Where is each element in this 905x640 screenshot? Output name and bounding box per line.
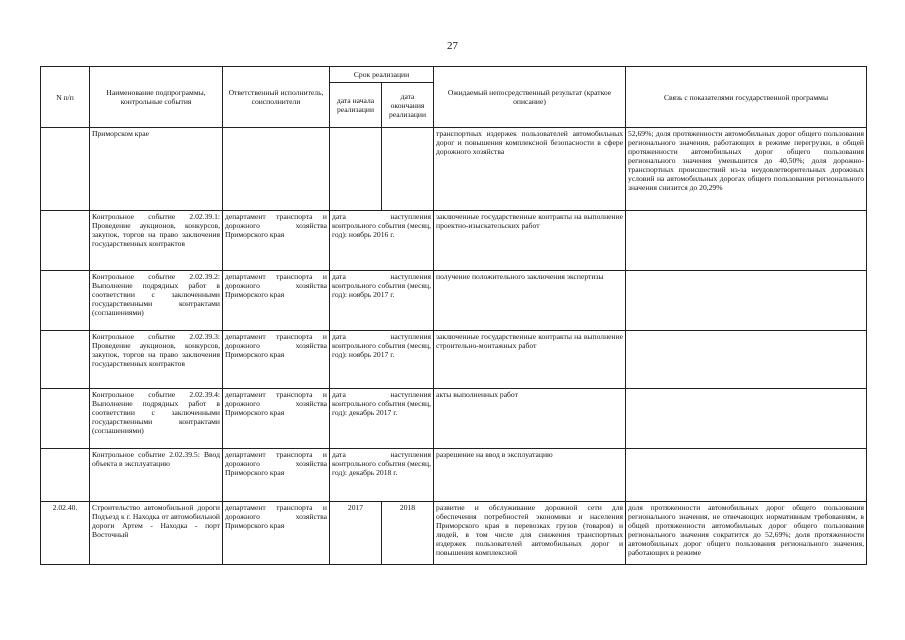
header-link: Связь с показателями государственной программы: [626, 67, 867, 128]
row-result: заключенные государственные контракты на выполнение проектно-изыскательских работ: [434, 211, 626, 271]
row-link: [626, 389, 867, 449]
header-num: N п/п: [41, 67, 90, 128]
table-row: [41, 128, 867, 211]
header-responsible: Ответственный исполнитель, соисполнители: [223, 67, 330, 128]
table-row: [41, 502, 867, 565]
table-row: [41, 389, 867, 449]
row-num: [41, 211, 90, 271]
row-start: дата наступления контрольного события (месяц, год): ноябрь 2017 г.: [330, 331, 434, 389]
row-responsible: [223, 128, 330, 211]
row-num: 2.02.40.: [41, 502, 90, 565]
row-responsible: департамент транспорта и дорожного хозяйства Приморского края: [223, 211, 330, 271]
row-result: акты выполненных работ: [434, 389, 626, 449]
row-link: 52,69%; доля протяженности автомобильных дорог общего пользования регионального значения, работающих в режиме перегрузки, в общей протяженности автомобильных дорог общего пользования регионального значения уменьшится до 40,50%; доля дорожно-транспортных происшествий из-за неудовлетворительных дорожных условий на автомобильных дорогах общего пользования регионального значения снизится до 20,29%: [626, 128, 867, 211]
row-responsible: департамент транспорта и дорожного хозяйства Приморского края: [223, 449, 330, 502]
row-end: [382, 128, 434, 211]
row-result: развитие и обслуживание дорожной сети для обеспечения потребностей экономики и населения Приморского края в перевозках грузов (товаров) и людей, в том числе для снижения транспортных издержек пользователей автомобильных дорог и повышения комплексной: [434, 502, 626, 565]
row-responsible: департамент транспорта и дорожного хозяйства Приморского края: [223, 271, 330, 331]
table-row: [41, 211, 867, 271]
header-end: дата окончания реализации: [382, 83, 434, 128]
row-result: получение положительного заключения экспертизы: [434, 271, 626, 331]
row-num: [41, 271, 90, 331]
row-start: дата наступления контрольного события (месяц, год): декабрь 2017 г.: [330, 389, 434, 449]
row-num: [41, 389, 90, 449]
row-link: [626, 331, 867, 389]
row-start: дата наступления контрольного события (месяц, год): ноябрь 2016 г.: [330, 211, 434, 271]
row-end: 2018: [382, 502, 434, 565]
row-name: Контрольное событие 2.02.39.3: Проведение аукционов, конкурсов, закупок, торгов на право заключения государственных контрактов: [90, 331, 223, 389]
row-start: [330, 128, 382, 211]
table-row: [41, 271, 867, 331]
program-table: [40, 66, 867, 565]
row-responsible: департамент транспорта и дорожного хозяйства Приморского края: [223, 502, 330, 565]
row-name: Контрольное событие 2.02.39.2: Выполнение подрядных работ в соответствии с заключенными государственными контрактами (соглашениями): [90, 271, 223, 331]
header-start: дата начала реализации: [330, 83, 382, 128]
row-link: [626, 211, 867, 271]
row-start: 2017: [330, 502, 382, 565]
row-start: дата наступления контрольного события (месяц, год): декабрь 2018 г.: [330, 449, 434, 502]
header-row-1: [41, 67, 867, 83]
row-name: Контрольное событие 2.02.39.5: Ввод объекта в эксплуатацию: [90, 449, 223, 502]
page-number: 27: [447, 40, 458, 52]
table-row: [41, 331, 867, 389]
table-row: [41, 449, 867, 502]
row-link: [626, 271, 867, 331]
row-link: [626, 449, 867, 502]
row-name: Приморском крае: [90, 128, 223, 211]
row-num: [41, 128, 90, 211]
row-result: заключенные государственные контракты на выполнение строительно-монтажных работ: [434, 331, 626, 389]
row-responsible: департамент транспорта и дорожного хозяйства Приморского края: [223, 389, 330, 449]
header-result: Ожидаемый непосредственный результат (краткое описание): [434, 67, 626, 128]
row-result: разрешение на ввод в эксплуатацию: [434, 449, 626, 502]
row-start: дата наступления контрольного события (месяц, год): ноябрь 2017 г.: [330, 271, 434, 331]
header-term: Срок реализации: [330, 67, 434, 83]
row-num: [41, 331, 90, 389]
row-num: [41, 449, 90, 502]
row-name: Строительство автомобильной дороги Подъезд к г. Находка от автомобильной дороги Артем - Находка - порт Восточный: [90, 502, 223, 565]
row-name: Контрольное событие 2.02.39.1: Проведение аукционов, конкурсов, закупок, торгов на право заключения государственных контрактов: [90, 211, 223, 271]
row-responsible: департамент транспорта и дорожного хозяйства Приморского края: [223, 331, 330, 389]
row-result: транспортных издержек пользователей автомобильных дорог и повышения комплексной безопасности в сфере дорожного хозяйства: [434, 128, 626, 211]
header-name: Наименование подпрограммы, контрольные события: [90, 67, 223, 128]
row-link: доля протяженности автомобильных дорог общего пользования регионального значения, не отвечающих нормативным требованиям, в общей протяженности автомобильных дорог общего пользования регионального значения сократится до 52,69%; доля протяженности автомобильных дорог общего пользования регионального значения, работающих в режиме: [626, 502, 867, 565]
row-name: Контрольное событие 2.02.39.4: Выполнение подрядных работ в соответствии с заключенными государственными контрактами (соглашениями): [90, 389, 223, 449]
